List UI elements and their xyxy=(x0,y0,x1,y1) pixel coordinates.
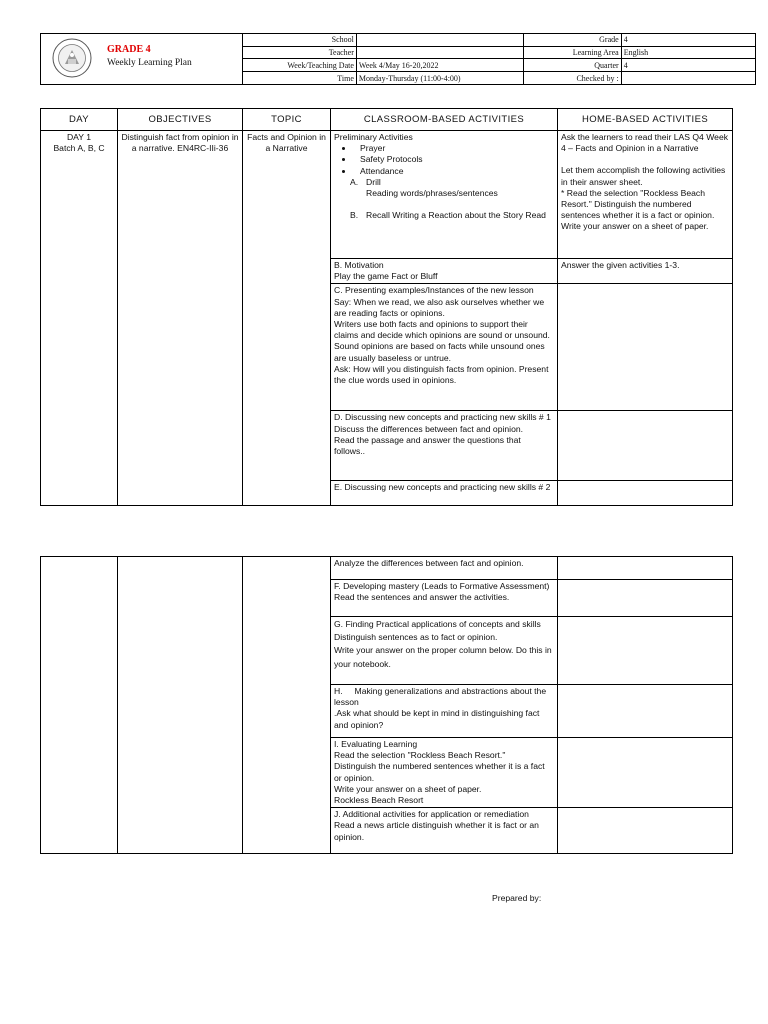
topic-cell xyxy=(243,557,331,854)
header-row xyxy=(243,46,756,59)
day-cell xyxy=(41,131,118,506)
activity-line: Distinguish the numbered sentences whether it is a fact or opinion. xyxy=(334,761,545,783)
header-row xyxy=(243,72,756,84)
activity-line: Write your answer on a sheet of paper. xyxy=(334,783,482,794)
discussing-title: D. Discussing new concepts and practicing new skills # 1 xyxy=(334,412,551,423)
header-row xyxy=(243,34,756,46)
column-header: HOME-BASED ACTIVITIES xyxy=(558,109,733,131)
home-text: Write your answer on a sheet of paper. xyxy=(561,221,709,232)
recall-label: Recall Writing a Reaction about the Story Read xyxy=(366,210,546,221)
discussing-1-cell xyxy=(331,411,558,481)
learning-plan-continued-table xyxy=(40,556,733,854)
presenting-title: C. Presenting examples/Instances of the new lesson xyxy=(334,285,534,296)
field-label: Grade xyxy=(523,34,621,46)
header-title-cell xyxy=(41,34,243,84)
field-label: Quarter xyxy=(523,59,621,72)
topic-cell: Facts and Opinion in a Narrative xyxy=(243,131,331,506)
home-text: Let them accomplish the following activities in their answer sheet. xyxy=(561,165,726,187)
preliminary-list xyxy=(334,143,554,177)
discussing-2-cell xyxy=(331,481,558,506)
list-item: • Prayer xyxy=(354,143,554,154)
batch-label: Batch A, B, C xyxy=(53,143,105,154)
field-label: Week/Teaching Date xyxy=(243,59,357,72)
home-empty-cell xyxy=(558,580,733,617)
item-key: A. xyxy=(350,176,359,187)
item-key: B. xyxy=(350,210,359,221)
discussing-title: E. Discussing new concepts and practicing new skills # 2 xyxy=(334,482,551,493)
motivation-cell xyxy=(331,259,558,284)
activity-title: G. Finding Practical applications of concepts and skills xyxy=(334,619,541,629)
activity-line: Rockless Beach Resort xyxy=(334,795,424,806)
activity-title: F. Developing mastery (Leads to Formative Assessment) xyxy=(334,581,550,591)
field-label: Checked by : xyxy=(523,72,621,84)
drill-detail: Reading words/phrases/sentences xyxy=(366,188,498,199)
prepared-by-label: Prepared by: xyxy=(492,893,542,903)
column-header: DAY xyxy=(41,109,118,131)
table-row xyxy=(41,557,733,580)
field-value xyxy=(356,34,523,46)
preliminary-title: Preliminary Activities xyxy=(334,132,413,142)
objectives-cell: Distinguish fact from opinion in a narrative. EN4RC-IIi-36 xyxy=(118,131,243,506)
analyze-cell xyxy=(331,557,558,580)
preliminary-activities-cell xyxy=(331,131,558,259)
home-empty-cell xyxy=(558,284,733,411)
developing-mastery-cell xyxy=(331,580,558,617)
table-row xyxy=(41,131,733,259)
presenting-line: Say: When we read, we also ask ourselves whether we are reading facts or opinions. xyxy=(334,296,545,318)
home-empty-cell xyxy=(558,738,733,808)
field-label: Time xyxy=(243,72,357,84)
activity-title: J. Additional activities for application or remediation xyxy=(334,809,529,820)
field-value xyxy=(356,46,523,59)
header-info-grid xyxy=(242,34,755,84)
activity-line: Read the selection "Rockless Beach Resort." xyxy=(334,750,506,761)
field-value: 4 xyxy=(621,34,755,46)
field-label: Learning Area xyxy=(523,46,621,59)
header-row xyxy=(243,59,756,72)
home-empty-cell xyxy=(558,685,733,738)
recall-item xyxy=(334,210,554,221)
home-empty-cell xyxy=(558,481,733,506)
day-label: DAY 1 xyxy=(66,132,92,142)
header-block xyxy=(40,33,756,85)
plan-title: Weekly Learning Plan xyxy=(107,58,192,68)
home-empty-cell xyxy=(558,557,733,580)
home-empty-cell xyxy=(558,411,733,481)
field-value: Monday-Thursday (11:00-4:00) xyxy=(356,72,523,84)
presenting-line: are usually baseless or untrue. xyxy=(334,352,452,363)
drill-label: Drill xyxy=(366,176,381,187)
deped-seal-icon xyxy=(52,38,92,78)
column-header: OBJECTIVES xyxy=(118,109,243,131)
activity-title: I. Evaluating Learning xyxy=(334,739,418,749)
home-motivation-cell: Answer the given activities 1-3. xyxy=(558,259,733,284)
grade-title: GRADE 4 xyxy=(107,44,151,55)
activity-line: Analyze the differences between fact and opinion. xyxy=(334,558,524,568)
field-value xyxy=(621,72,755,84)
presenting-line: Ask: How will you distinguish facts from opinion. Present the clue words used in opinions. xyxy=(334,363,549,386)
day-cell xyxy=(41,557,118,854)
additional-activities-cell xyxy=(331,808,558,854)
activity-line: Write your answer on the proper column below. Do this in your notebook. xyxy=(334,645,552,669)
home-text: * Read the selection "Rockless Beach Resort." Distinguish the numbered sentences whether it is a fact or opinion. xyxy=(561,187,715,221)
activity-line: .Ask what should be kept in mind in distinguishing fact and opinion? xyxy=(334,708,540,730)
motivation-text: Play the game Fact or Bluff xyxy=(334,271,438,282)
column-header-row xyxy=(41,109,733,131)
home-empty-cell xyxy=(558,617,733,685)
list-item: • Safety Protocols xyxy=(354,154,554,165)
evaluating-learning-cell xyxy=(331,738,558,808)
generalizations-cell xyxy=(331,685,558,738)
field-value: English xyxy=(621,46,755,59)
column-header: TOPIC xyxy=(243,109,331,131)
home-text: Ask the learners to read their LAS Q4 Week 4 – Facts and Opinion in a Narrative xyxy=(561,132,729,154)
activity-line: Read a news article distinguish whether it is fact or an opinion. xyxy=(334,820,539,842)
drill-item xyxy=(334,177,554,188)
objectives-cell xyxy=(118,557,243,854)
practical-applications-cell xyxy=(331,617,558,685)
activity-line: Distinguish sentences as to fact or opinion. xyxy=(334,632,498,643)
activity-title: H. Making generalizations and abstractions about the lesson xyxy=(334,686,549,708)
field-value: 4 xyxy=(621,59,755,72)
discussing-line: Read the passage and answer the questions that follows.. xyxy=(334,434,521,457)
field-value: Week 4/May 16-20,2022 xyxy=(356,59,523,72)
presenting-line: Writers use both facts and opinions to support their claims and decide which opinions are sound or unsound. Sound opinions are based on facts while unsound ones xyxy=(334,319,550,352)
home-empty-cell xyxy=(558,808,733,854)
discussing-line: Discuss the differences between fact and opinion. xyxy=(334,423,524,434)
activity-line: Read the sentences and answer the activities. xyxy=(334,592,510,603)
column-header: CLASSROOM-BASED ACTIVITIES xyxy=(331,109,558,131)
presenting-examples-cell xyxy=(331,284,558,411)
motivation-title: B. Motivation xyxy=(334,260,384,270)
field-label: Teacher xyxy=(243,46,357,59)
field-label: School xyxy=(243,34,357,46)
home-activities-cell xyxy=(558,131,733,259)
list-item: • Attendance xyxy=(354,166,554,177)
learning-plan-table xyxy=(40,108,733,506)
